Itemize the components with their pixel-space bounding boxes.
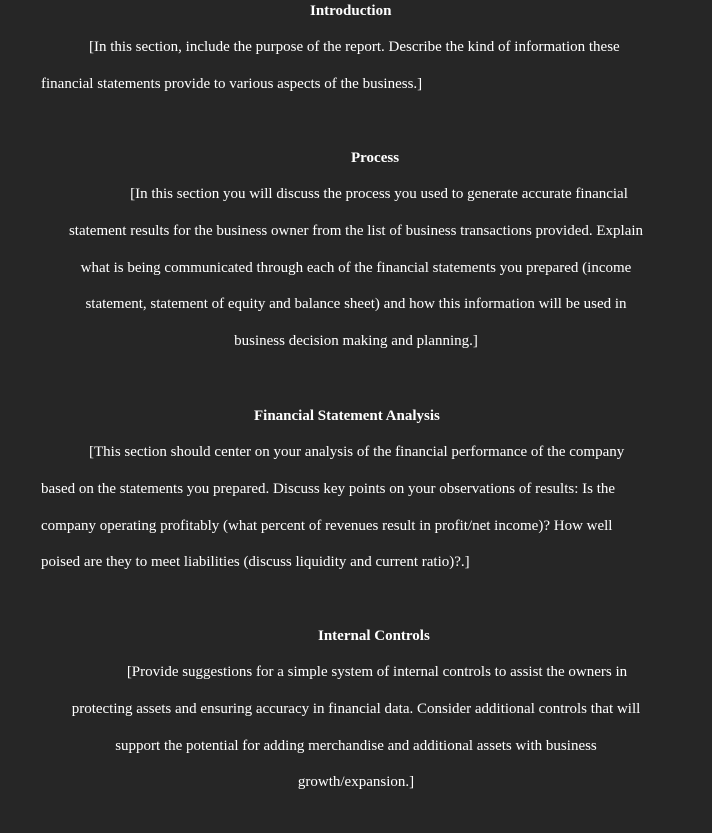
section-body-internal-controls bbox=[0, 654, 712, 801]
section-body-introduction bbox=[41, 29, 620, 103]
section-heading-process: Process bbox=[351, 150, 400, 166]
body-line: growth/expansion.] bbox=[297, 774, 415, 791]
body-line: [In this section, include the purpose of the report. Describe the kind of information these bbox=[89, 39, 620, 55]
body-line: financial statements provide to various aspects of the business.] bbox=[41, 75, 423, 92]
section-heading-financial-statement-analysis: Financial Statement Analysis bbox=[254, 408, 440, 424]
body-line: based on the statements you prepared. Discuss key points on your observations of results: Is the bbox=[41, 480, 616, 497]
section-heading-introduction: Introduction bbox=[310, 3, 392, 19]
body-line: poised are they to meet liabilities (discuss liquidity and current ratio)?.] bbox=[41, 554, 470, 571]
body-line: company operating profitably (what percent of revenues result in profit/net income)? How well bbox=[41, 517, 613, 534]
body-line: statement results for the business owner from the list of business transactions provided. Explain bbox=[68, 222, 644, 239]
body-line: statement, statement of equity and balance sheet) and how this information will be used in bbox=[85, 296, 627, 313]
body-line: what is being communicated through each of the financial statements you prepared (income bbox=[80, 259, 632, 276]
body-line: [This section should center on your analysis of the financial performance of the company bbox=[89, 444, 625, 460]
body-line: support the potential for adding merchandise and additional assets with business bbox=[115, 737, 597, 754]
body-line: [Provide suggestions for a simple system of internal controls to assist the owners in bbox=[126, 664, 628, 680]
section-body-process bbox=[0, 176, 712, 360]
body-line: business decision making and planning.] bbox=[234, 333, 478, 350]
section-body-financial-statement-analysis bbox=[41, 434, 624, 581]
body-line: protecting assets and ensuring accuracy in financial data. Consider additional controls that will bbox=[71, 700, 641, 717]
section-heading-internal-controls: Internal Controls bbox=[318, 628, 430, 644]
body-line: [In this section you will discuss the process you used to generate accurate financial bbox=[130, 186, 628, 202]
